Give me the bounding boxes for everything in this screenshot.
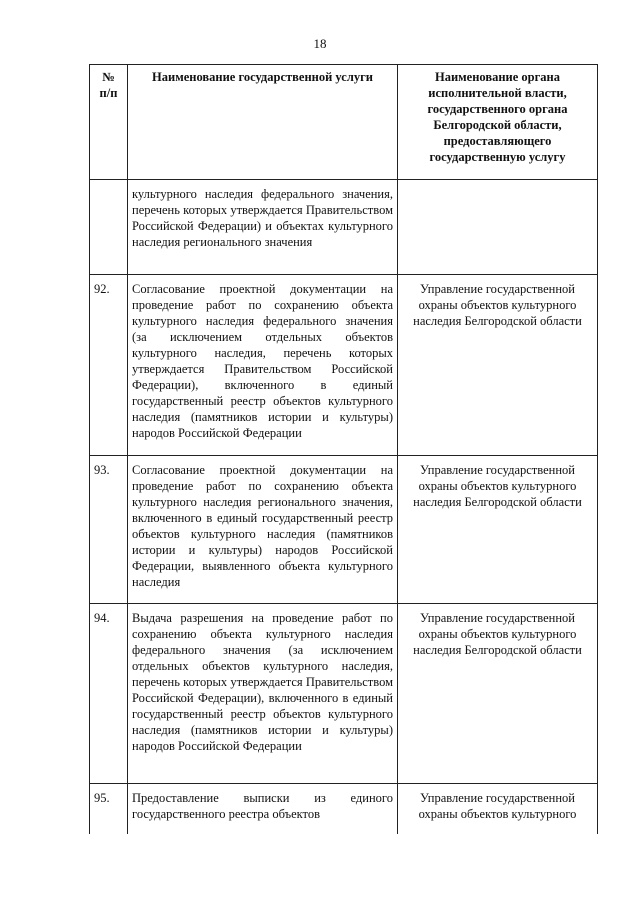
row-service-name: Выдача разрешения на проведение работ по сохранению объекта культурного наследия федерального значения (за исключением отдельных объектов культурного наследия, перечень которых утверждается Правительством Российской Федерации), включенного в единый государственный реестр объектов культурного наследия (памятников истории и культуры) народов Российской Федерации — [128, 604, 398, 784]
header-service-name-label: Наименование государственной услуги — [152, 70, 373, 84]
row-authority-name: Управление государственной охраны объектов культурного наследия Белгородской области — [398, 604, 598, 784]
table-row — [90, 456, 598, 604]
row-number: 92. — [90, 275, 128, 456]
row-service-name: Согласование проектной документации на проведение работ по сохранению объекта культурного наследия федерального значения (за исключением отдельных объектов культурного наследия, перечень которых утверждается Правительством Российской Федерации), включенного в единый государственный реестр объектов культурного наследия (памятников истории и культуры) народов Российской Федерации — [128, 275, 398, 456]
row-authority-name: Управление государственной охраны объектов культурного — [398, 784, 598, 835]
row-number — [90, 180, 128, 275]
header-number — [90, 65, 128, 180]
row-authority-name: Управление государственной охраны объектов культурного наследия Белгородской области — [398, 456, 598, 604]
header-number-label: № п/п — [99, 70, 118, 100]
row-authority-name: Управление государственной охраны объектов культурного наследия Белгородской области — [398, 275, 598, 456]
header-authority-name-label: Наименование органа исполнительной власти, государственного органа Белгородской области, предоставляющего государственную услугу — [427, 70, 568, 164]
row-service-name: культурного наследия федерального значения, перечень которых утверждается Правительством Российской Федерации) и объектах культурного наследия регионального значения — [128, 180, 398, 275]
page-number: 18 — [313, 36, 327, 51]
header-service-name — [128, 65, 398, 180]
services-table — [89, 64, 598, 834]
table-row — [90, 604, 598, 784]
row-service-name: Предоставление выписки из единого государственного реестра объектов — [128, 784, 398, 835]
row-authority-name — [398, 180, 598, 275]
row-number: 95. — [90, 784, 128, 835]
table-row — [90, 180, 598, 275]
table-row — [90, 784, 598, 835]
row-number: 93. — [90, 456, 128, 604]
table-header-row — [90, 65, 598, 180]
table-row — [90, 275, 598, 456]
row-number: 94. — [90, 604, 128, 784]
header-authority-name — [398, 65, 598, 180]
row-service-name: Согласование проектной документации на проведение работ по сохранению объекта культурного наследия регионального значения, включенного в единый государственный реестр объектов культурного наследия (памятников истории и культуры) народов Российской Федерации, выявленного объекта культурного наследия — [128, 456, 398, 604]
